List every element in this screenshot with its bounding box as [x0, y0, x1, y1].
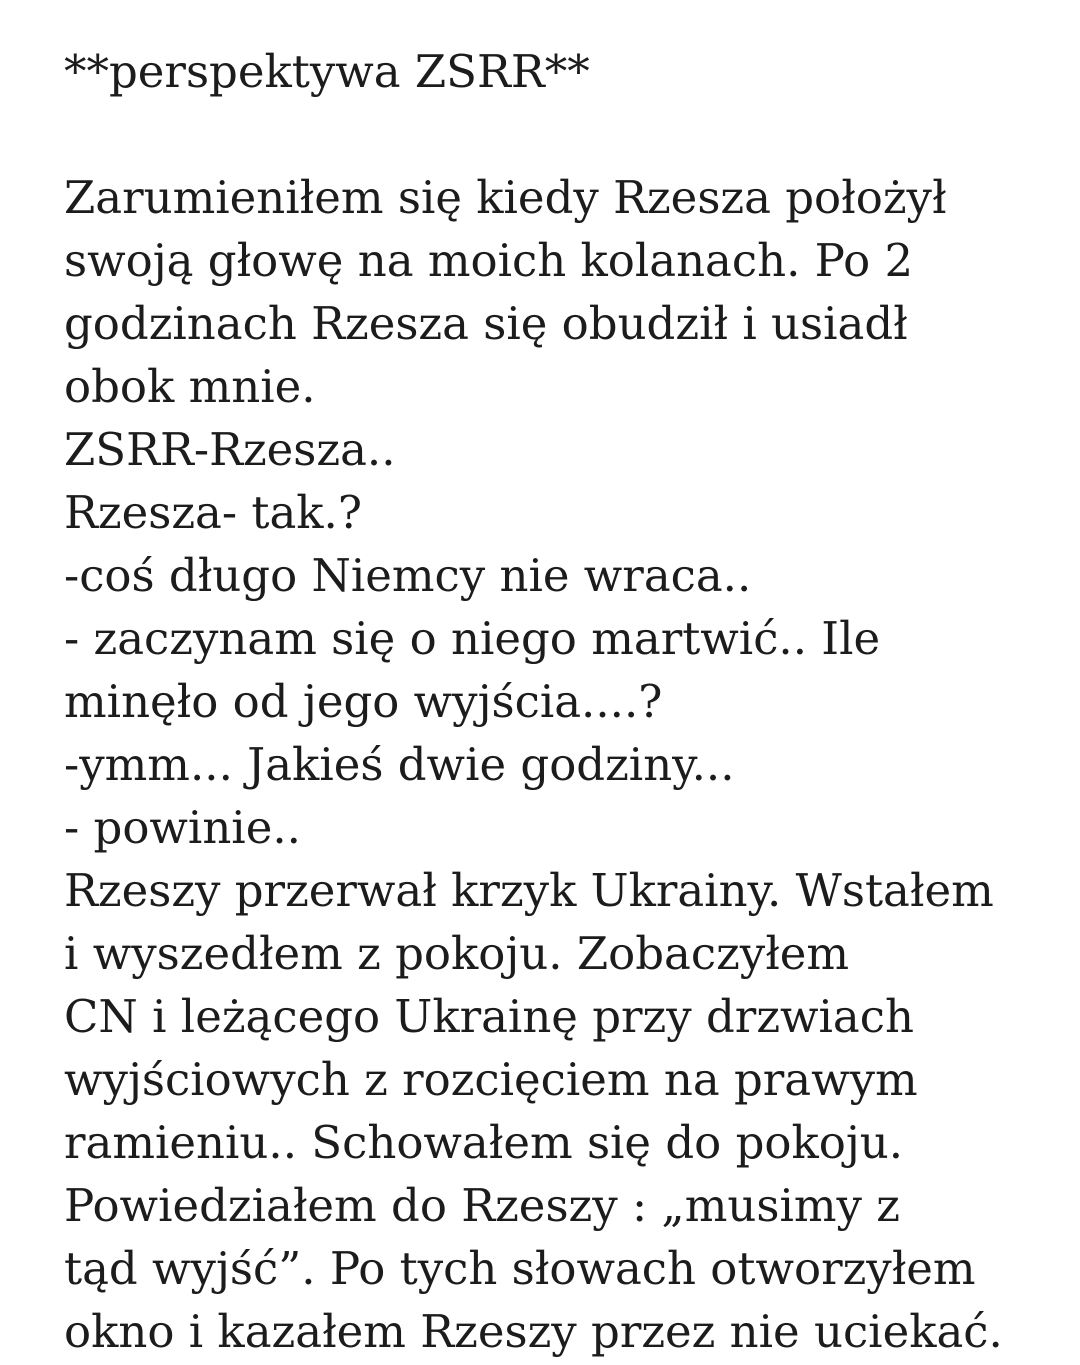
text-line: okno i kazałem Rzeszy przez nie uciekać. [64, 1305, 1003, 1358]
text-line: Zarumieniłem się kiedy Rzesza położył [64, 171, 947, 224]
text-line: Rzesza- tak.? [64, 486, 362, 539]
blank-line [64, 103, 1054, 166]
text-line: - zaczynam się o niego martwić.. Ile [64, 612, 881, 665]
text-line: tąd wyjść”. Po tych słowach otworzyłem [64, 1242, 976, 1295]
text-line: Rzeszy przerwał krzyk Ukrainy. Wstałem [64, 864, 994, 917]
text-line: - powinie.. [64, 801, 301, 854]
text-line: ramieniu.. Schowałem się do pokoju. [64, 1116, 904, 1169]
text-line: ZSRR-Rzesza.. [64, 423, 396, 476]
document-body [64, 40, 1054, 1363]
text-line: minęło od jego wyjścia....? [64, 675, 663, 728]
text-line: -ymm... Jakieś dwie godziny... [64, 738, 735, 791]
text-line: CN i leżącego Ukrainę przy drzwiach [64, 990, 914, 1043]
text-line: Powiedziałem do Rzeszy : „musimy z [64, 1179, 900, 1232]
text-line: wyjściowych z rozcięciem na prawym [64, 1053, 918, 1106]
text-line: godzinach Rzesza się obudził i usiadł [64, 297, 908, 350]
text-line: -coś długo Niemcy nie wraca.. [64, 549, 752, 602]
text-line: swoją głowę na moich kolanach. Po 2 [64, 234, 914, 287]
text-line: i wyszedłem z pokoju. Zobaczyłem [64, 927, 850, 980]
text-line: obok mnie. [64, 360, 316, 413]
document-heading: **perspektywa ZSRR** [64, 45, 590, 98]
